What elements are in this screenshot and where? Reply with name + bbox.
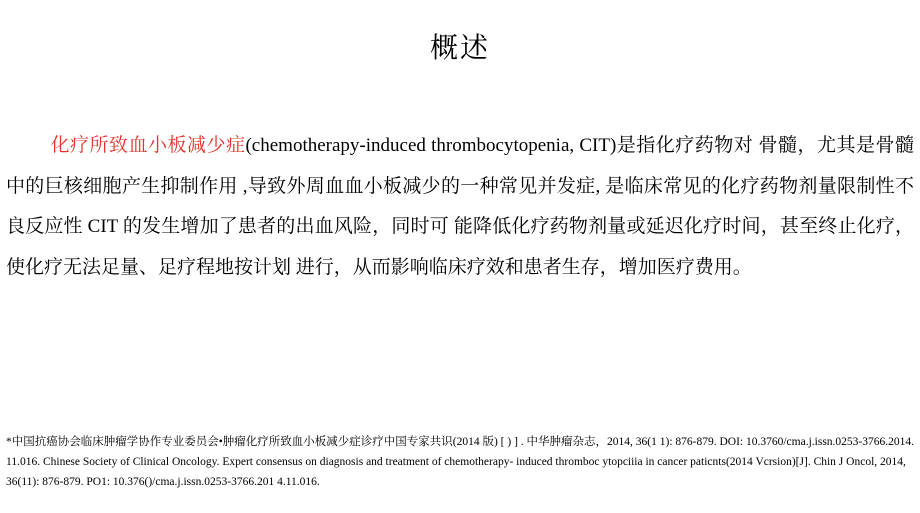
highlighted-term: 化疗所致血小板减少症 (50, 135, 246, 156)
overview-paragraph (6, 126, 914, 288)
paragraph-body: (chemotherapy-induced thrombocytopenia, CIT)是指化疗药物对 骨髓，尤其是骨髓中的巨核细胞产生抑制作用 ,导致外周血血小板减少的一种常见并发症, 是临床常见的化疗药物剂量限制性不良反应性 CIT 的发生增加了患者的出血风险，同时可 能降低化疗药物剂量或延迟化疗时间，甚至终止化疗，使化疗无法足量、足疗程地按计划 进行，从而影响临床疗效和患者生存，增加医疗费用。 (6, 135, 914, 278)
slide-title: 概述 (429, 31, 490, 64)
reference-footnote: *中国抗癌协会临床肿瘤学协作专业委员会•肿瘤化疗所致血小板减少症诊疗中国专家共识(2014 版) [ ) ] . 中华肿瘤杂志，2014, 36(1 1): 876-879. DOI: 10.3760/cma.j.issn.0253-3766.2014.11.016. Chinese Society of Clinical Oncology. Expert consensus on diagnosis and treatment of chemotherapy- induced thromboc ytopciiia in cancer paticnts(2014 Vcrsion)[J]. Chin J Oncol, 2014, 36(11): 876-879. PO1: 10.376()/cma.j.issn.0253-3766.201 4.11.016. (6, 436, 915, 488)
